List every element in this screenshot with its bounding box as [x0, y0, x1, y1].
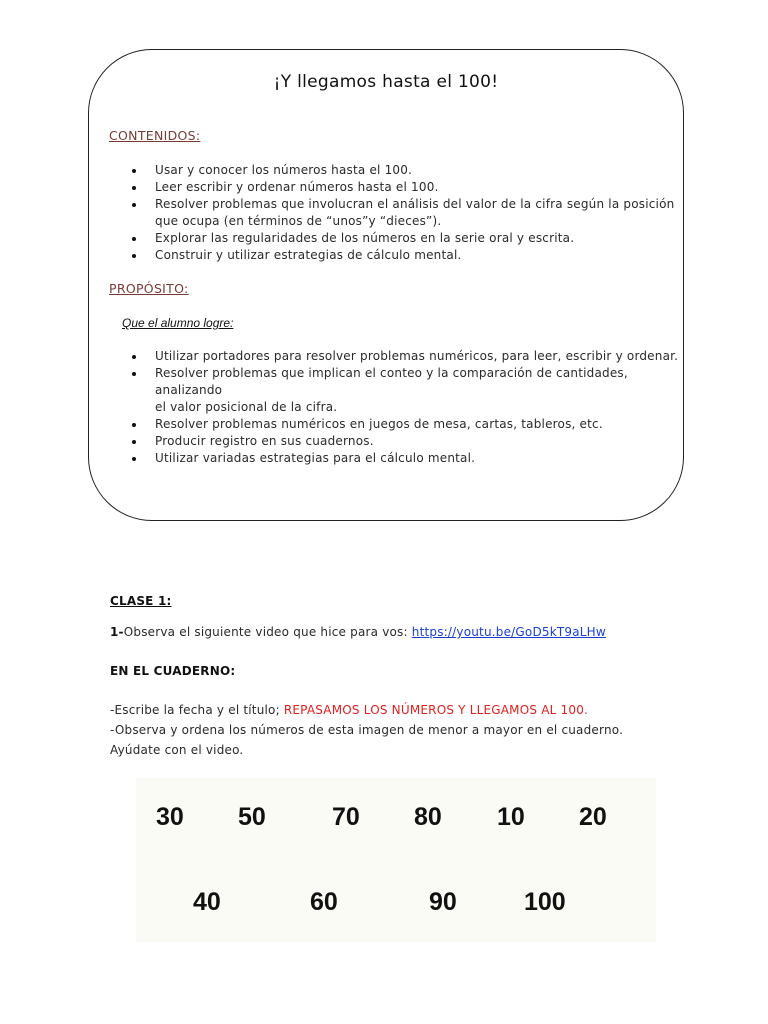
number-item: 80 [414, 803, 442, 831]
list-item: Usar y conocer los números hasta el 100. [109, 162, 674, 179]
notebook-title: REPASAMOS LOS NÚMEROS Y LLEGAMOS AL 100. [283, 703, 589, 717]
number-item: 60 [310, 888, 338, 916]
contenidos-label: CONTENIDOS: [109, 128, 201, 143]
number-item: 50 [238, 803, 266, 831]
number-item: 90 [429, 888, 457, 916]
number-item: 20 [579, 803, 607, 831]
list-item: Utilizar variadas estrategias para el cálculo mental. [109, 450, 683, 467]
que-el-alumno-logre: Que el alumno logre: [122, 316, 234, 330]
list-item: Explorar las regularidades de los números en la serie oral y escrita. [109, 230, 674, 247]
numbers-image [136, 778, 656, 942]
number-item: 100 [524, 888, 566, 916]
step-text: Observa el siguiente video que hice para vos: [123, 625, 412, 639]
list-item: Resolver problemas que involucran el análisis del valor de la cifra según la posición [109, 196, 674, 213]
video-link[interactable]: https://youtu.be/GoD5kT9aLHw [411, 625, 606, 639]
content-box [88, 49, 684, 521]
list-item: Resolver problemas numéricos en juegos de mesa, cartas, tableros, etc. [109, 416, 683, 433]
proposito-list [109, 348, 683, 467]
write-prefix: -Escribe la fecha y el título; [110, 703, 284, 717]
observe-instruction: -Observa y ordena los números de esta imagen de menor a mayor en el cuaderno. [110, 723, 624, 737]
page-title: ¡Y llegamos hasta el 100! [273, 72, 499, 92]
list-item-continuation: el valor posicional de la cifra. [155, 400, 338, 414]
list-item-continuation: que ocupa (en términos de “unos”y “dieces”). [155, 214, 442, 228]
number-item: 40 [193, 888, 221, 916]
list-item: Resolver problemas que implican el conteo y la comparación de cantidades, analizando [109, 365, 683, 399]
write-instruction [110, 703, 588, 717]
contenidos-list [109, 162, 674, 264]
proposito-label: PROPÓSITO: [109, 281, 189, 296]
number-item: 70 [332, 803, 360, 831]
list-item: Utilizar portadores para resolver problemas numéricos, para leer, escribir y ordenar. [109, 348, 683, 365]
cuaderno-title: EN EL CUADERNO: [110, 664, 236, 678]
video-instruction [110, 625, 606, 639]
number-item: 30 [156, 803, 184, 831]
list-item: Leer escribir y ordenar números hasta el 100. [109, 179, 674, 196]
number-item: 10 [497, 803, 525, 831]
list-item: Construir y utilizar estrategias de cálculo mental. [109, 247, 674, 264]
help-instruction: Ayúdate con el video. [110, 743, 244, 757]
step-number: 1- [110, 625, 124, 639]
list-item: Producir registro en sus cuadernos. [109, 433, 683, 450]
clase-title: CLASE 1: [110, 594, 172, 608]
